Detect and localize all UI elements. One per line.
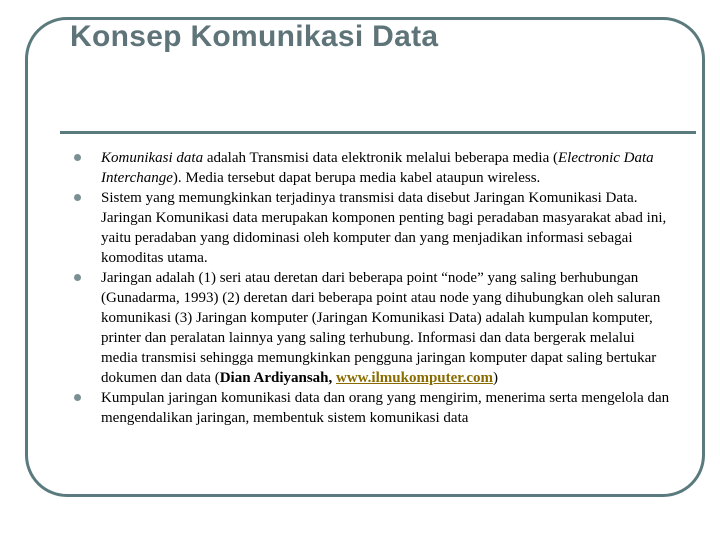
bullet-dot-icon [74, 274, 81, 281]
citation-author: Dian Ardiyansah, [219, 370, 337, 386]
bullet-text: adalah Transmisi data elektronik melalui beberapa media ( [203, 150, 558, 166]
term-edi: Electronic Data Interchange [101, 150, 654, 186]
bullet-item-kumpulan [74, 388, 674, 428]
bullet-dot-icon [74, 194, 81, 201]
term-komunikasi-data: Komunikasi data [101, 150, 204, 166]
bullet-text: ) [492, 370, 498, 386]
citation-link[interactable]: www.ilmukomputer.com [336, 370, 493, 386]
bullet-text: Sistem yang memungkinkan terjadinya transmisi data disebut Jaringan Komunikasi Data. Jaringan Komunikasi data merupakan komponen penting bagi peradaban masyarakat abad ini, yaitu peradaban yang didominasi oleh komputer dan yang menjadikan informasi sebagai komoditas utama. [101, 190, 667, 266]
bullet-dot-icon [74, 394, 81, 401]
bullet-list [74, 148, 674, 428]
bullet-text: Jaringan adalah (1) seri atau deretan dari beberapa point “node” yang saling berhubungan (Gunadarma, 1993) (2) deretan dari beberapa point atau node yang dihubungkan oleh saluran komunikasi (3) Jaringan komputer (Jaringan Komunikasi Data) adalah kumpulan komputer, printer dan peralatan lainnya yang saling terhubung. Informasi dan data bergerak melalui media transmisi sehingga memungkinkan pengguna jaringan komputer dapat saling bertukar dokumen dan data ( [101, 270, 661, 386]
bullet-item-komunikasi-data [74, 148, 674, 188]
title-divider [60, 131, 696, 134]
slide-title: Konsep Komunikasi Data [70, 20, 439, 53]
bullet-item-sistem [74, 188, 674, 268]
bullet-text: ). Media tersebut dapat berupa media kabel ataupun wireless. [172, 170, 541, 186]
bullet-dot-icon [74, 154, 81, 161]
bullet-text: Kumpulan jaringan komunikasi data dan orang yang mengirim, menerima serta mengelola dan mengendalikan jaringan, membentuk sistem komunikasi data [101, 390, 670, 426]
bullet-item-jaringan [74, 268, 674, 388]
